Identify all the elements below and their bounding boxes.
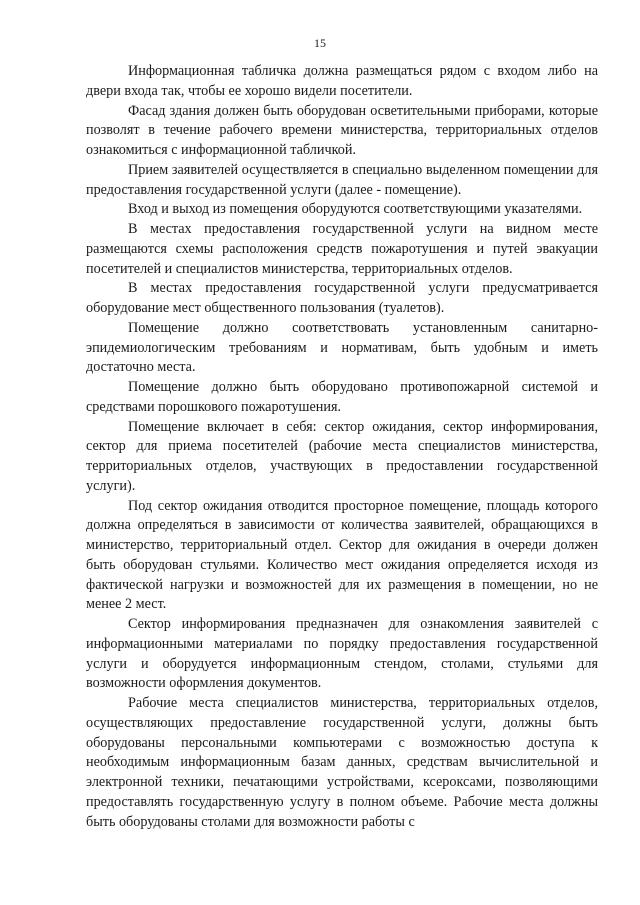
- paragraph: Информационная табличка должна размещаться рядом с входом либо на двери входа так, чтобы ее хорошо видели посетители.: [86, 63, 598, 99]
- paragraph: Прием заявителей осуществляется в специально выделенном помещении для предоставления государственной услуги (далее - помещение).: [86, 161, 598, 198]
- document-body: [86, 62, 598, 832]
- paragraph: Рабочие места специалистов министерства, территориальных отделов, осуществляющих предоставление государственной услуги, должны быть оборудованы персональными компьютерами с возможностью доступа к необходимым информационным базам данных, средствам вычислительной и электронной техники, печатающими устройствами, ксероксами, позволяющими предоставлять государственную услугу в полном объеме. Рабочие места должны быть оборудованы столами для возможности работы с: [86, 695, 598, 830]
- paragraph: В местах предоставления государственной услуги на видном месте размещаются схемы расположения средств пожаротушения и путей эвакуации посетителей и специалистов министерства, территориальных отделов.: [86, 221, 598, 277]
- paragraph: Вход и выход из помещения оборудуются соответствующими указателями.: [128, 201, 583, 218]
- paragraph: Помещение должно быть оборудовано противопожарной системой и средствами порошкового пожаротушения.: [86, 379, 598, 415]
- paragraph: Помещение включает в себя: сектор ожидания, сектор информирования, сектор для приема посетителей (рабочие места специалистов министерства, территориальных отделов, участвующих в предоставлении государственной услуги).: [86, 418, 598, 494]
- paragraph: В местах предоставления государственной услуги предусматривается оборудование мест общественного пользования (туалетов).: [86, 280, 598, 316]
- paragraph: Сектор информирования предназначен для ознакомления заявителей с информационными материалами по порядку предоставления государственной услуги и оборудуется информационным стендом, столами, стульями для возможности оформления документов.: [86, 616, 598, 692]
- page-number: 15: [314, 36, 326, 50]
- paragraph: Под сектор ожидания отводится просторное помещение, площадь которого должна определяться в зависимости от количества заявителей, обращающихся в министерство, территориальный отдел. Сектор для ожидания в очереди должен быть оборудован стульями. Количество мест ожидания определяется исходя из фактической нагрузки и возможностей для их размещения в помещении, но не менее 2 мест.: [86, 497, 598, 613]
- paragraph: Фасад здания должен быть оборудован осветительными приборами, которые позволят в течение рабочего времени министерства, территориальных отделов ознакомиться с информационной табличкой.: [86, 102, 598, 158]
- paragraph: Помещение должно соответствовать установленным санитарно-эпидемиологическим требованиям и нормативам, быть удобным и иметь достаточно места.: [86, 319, 598, 376]
